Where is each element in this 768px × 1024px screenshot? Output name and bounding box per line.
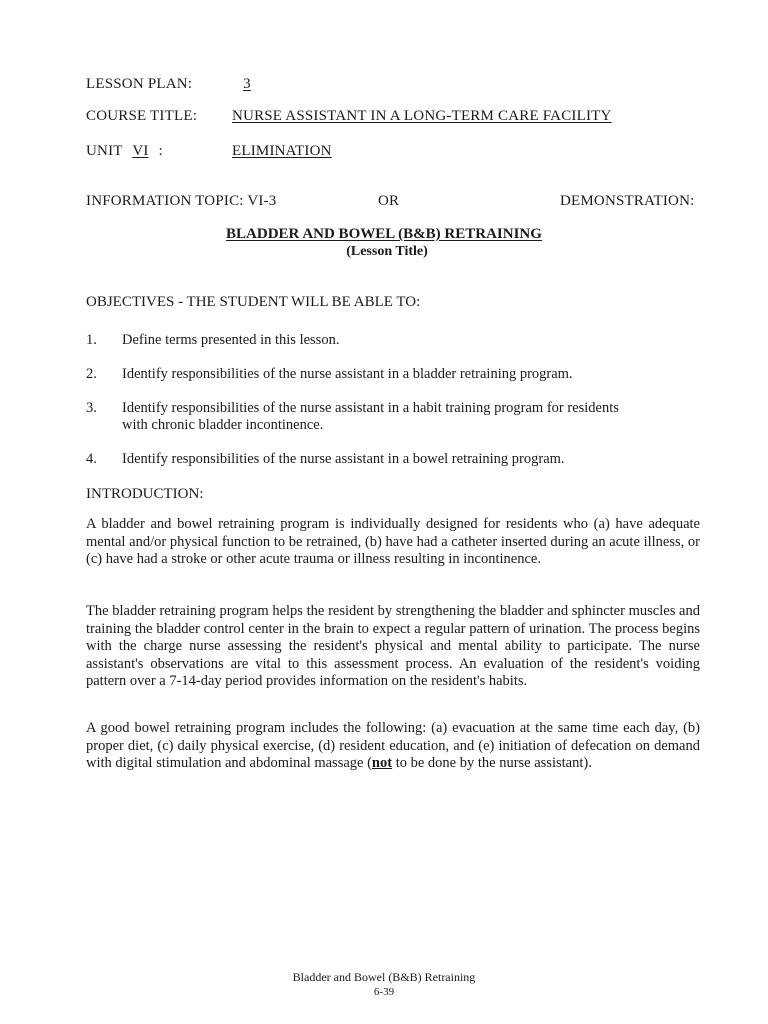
page-number: 6-39 bbox=[373, 986, 395, 998]
objective-text: Identify responsibilities of the nurse assistant in a bowel retraining program. bbox=[122, 451, 565, 467]
introduction-heading: INTRODUCTION: bbox=[86, 486, 204, 502]
lesson-plan-value: 3 bbox=[243, 76, 251, 92]
info-topic-label: INFORMATION TOPIC: bbox=[86, 193, 244, 209]
emphasis-not: not bbox=[371, 755, 393, 771]
info-topic bbox=[86, 193, 276, 210]
intro-paragraph-3: A good bowel retraining program includes the following: (a) evacuation at the same time each day, (b) proper diet, (c) daily physical exercise, (d) resident education, and (e) initiation of defecation on demand with digital stimulation and abdominal massage (not to be done by the nurse assistant). bbox=[86, 720, 700, 771]
objective-text: Identify responsibilities of the nurse assistant in a habit training program for residents with chronic bladder incontinence. bbox=[122, 400, 619, 433]
objective-number: 2. bbox=[86, 366, 97, 382]
unit-label bbox=[86, 143, 163, 160]
info-topic-value: VI-3 bbox=[247, 193, 277, 209]
unit-title: ELIMINATION bbox=[232, 143, 332, 159]
lesson-plan-label: LESSON PLAN: bbox=[86, 76, 193, 92]
intro-paragraph-1: A bladder and bowel retraining program is individually designed for residents who (a) have adequate mental and/or physical function to be retrained, (b) have had a catheter inserted during an acute illness, or (c) have had a stroke or other acute trauma or illness resulting in incontinence. bbox=[86, 516, 700, 567]
objective-item bbox=[86, 451, 686, 468]
unit-label-suffix: : bbox=[158, 143, 163, 159]
objective-item bbox=[86, 400, 646, 434]
objective-number: 3. bbox=[86, 400, 97, 416]
objectives-heading: OBJECTIVES - THE STUDENT WILL BE ABLE TO: bbox=[86, 294, 421, 310]
lesson-title: BLADDER AND BOWEL (B&B) RETRAINING bbox=[226, 226, 542, 242]
unit-label-prefix: UNIT bbox=[86, 143, 123, 159]
objective-number: 4. bbox=[86, 451, 97, 467]
unit-value: VI bbox=[132, 143, 149, 159]
course-title-value: NURSE ASSISTANT IN A LONG-TERM CARE FACILITY bbox=[232, 108, 612, 124]
or-label: OR bbox=[378, 193, 400, 209]
objective-item bbox=[86, 366, 686, 383]
objective-text: Identify responsibilities of the nurse assistant in a bladder retraining program. bbox=[122, 366, 573, 382]
footer-title: Bladder and Bowel (B&B) Retraining bbox=[292, 970, 476, 984]
lesson-subtitle: (Lesson Title) bbox=[346, 244, 428, 259]
course-title-label: COURSE TITLE: bbox=[86, 108, 198, 124]
objective-text: Define terms presented in this lesson. bbox=[122, 332, 340, 348]
demonstration-label: DEMONSTRATION: bbox=[560, 193, 695, 209]
intro-paragraph-2: The bladder retraining program helps the resident by strengthening the bladder and sphincter muscles and training the bladder control center in the brain to expect a regular pattern of urination. The process begins with the charge nurse assessing the resident's physical and mental ability to participate. The nurse assistant's observations are vital to this assessment process. An evaluation of the resident's voiding pattern over a 7-14-day period provides information on the resident's habits. bbox=[86, 603, 700, 689]
objective-number: 1. bbox=[86, 332, 97, 348]
objective-item bbox=[86, 332, 686, 349]
